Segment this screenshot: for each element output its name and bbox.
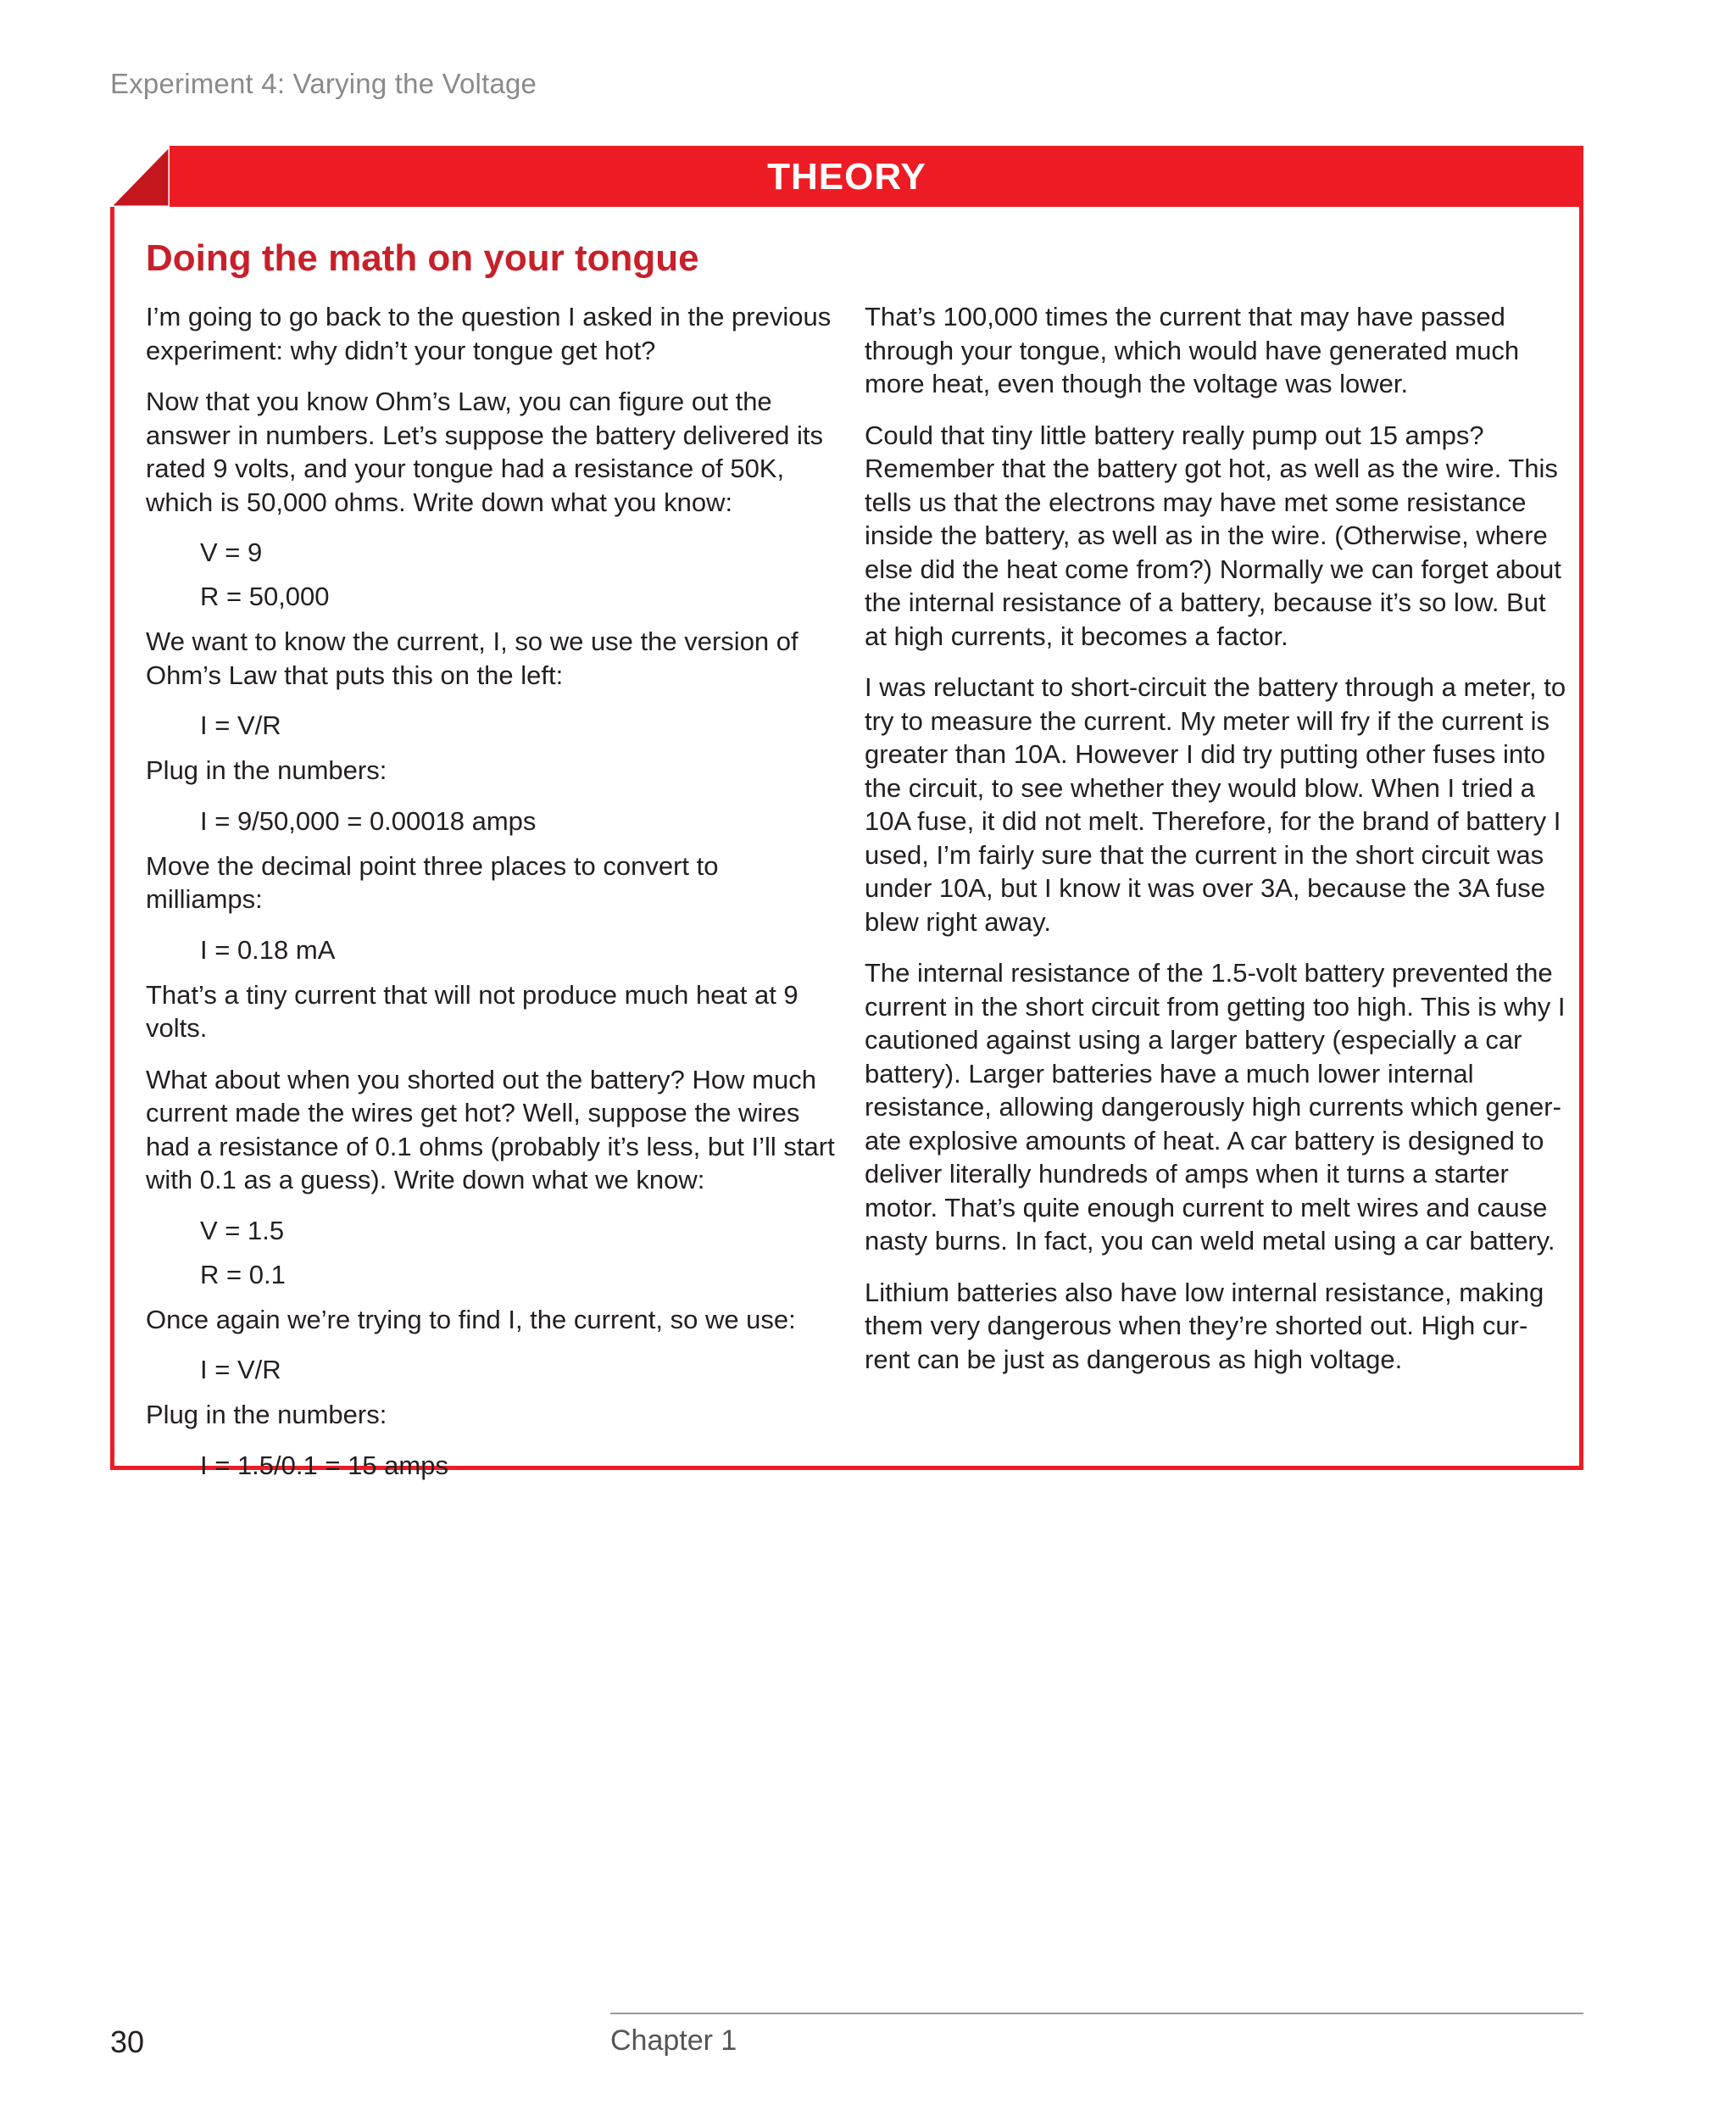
paragraph: What about when you shorted out the battery? How much current made the wires get hot? Well, suppose the wires had a resistance of 0.1 ohms (probably it’s less, but I’ll start with 0.1 as a guess). Write down what we know: [146, 1064, 835, 1194]
equation: V = 1.5 [200, 1215, 285, 1245]
equation: V = 9 [200, 537, 263, 567]
left-column [146, 300, 841, 1494]
right-column [865, 300, 1568, 1394]
equation: I = V/R [200, 1355, 281, 1384]
paragraph: Could that tiny little battery really pump out 15 amps? Remember that the battery got hot, as well as the wire. This tells us that the electrons may have met some resistance inside the battery, as well as in the wire. (Otherwise, where else did the heat come from?) Normally we can forget about the internal resistance of a battery, because it’s so low. But at high currents, it becomes a factor. [865, 420, 1561, 651]
equation: I = 0.18 mA [200, 934, 336, 965]
section-heading: Doing the math on your tongue [146, 237, 699, 279]
paragraph: Lithium batteries also have low internal resistance, making them very dangerous when they’re shorted out. High cur-rent can be just as dangerous as high voltage. [865, 1277, 1544, 1374]
paragraph: Plug in the numbers: [146, 755, 387, 785]
page-number: 30 [110, 2024, 145, 2059]
equation: I = 1.5/0.1 = 15 amps [200, 1450, 448, 1480]
paragraph: I was reluctant to short-circuit the battery through a meter, to try to measure the current. My meter will fry if the current is greater than 10A. However I did try putting other fuses into the circuit, to see whether they would blow. When I tried a 10A fuse, it did not melt. Therefore, for the brand of battery I used, I’m fairly sure that the current in the short circuit was under 10A, but I know it was over 3A, because the 3A fuse blew right away. [865, 672, 1566, 937]
banner-title: THEORY [767, 156, 926, 198]
paragraph: Once again we’re trying to find I, the current, so we use: [146, 1304, 796, 1334]
paragraph: That’s 100,000 times the current that may have passed through your tongue, which would have generated much more heat, even though the voltage was lower. [865, 302, 1520, 398]
paragraph: That’s a tiny current that will not produce much heat at 9 volts. [146, 979, 798, 1043]
theory-sidebar [110, 146, 1583, 1480]
equation: R = 0.1 [200, 1259, 286, 1289]
equation: I = 9/50,000 = 0.00018 amps [200, 805, 537, 836]
paragraph: Move the decimal point three places to convert to milliamps: [146, 850, 719, 914]
paragraph: I’m going to go back to the question I asked in the previous experiment: why didn’t your tongue get hot? [146, 302, 832, 365]
paragraph: We want to know the current, I, so we use the version of Ohm’s Law that puts this on the left: [146, 626, 798, 690]
equation: I = V/R [200, 710, 281, 740]
running-head: Experiment 4: Varying the Voltage [110, 68, 537, 99]
paragraph: Plug in the numbers: [146, 1400, 387, 1429]
equation: R = 50,000 [200, 582, 330, 611]
paragraph: The internal resistance of the 1.5-volt battery prevented the current in the short circuit from getting too high. This is why I cautioned against using a larger battery (especially a car battery). Larger batteries have a much lower internal resistance, allowing dangerously high currents which gener-ate explosive amounts of heat. A car battery is designed to deliver literally hundreds of amps when it turns a starter motor. That’s quite enough current to melt wires and cause nasty burns. In fact, you can weld metal using a car battery. [865, 958, 1566, 1256]
paragraph: Now that you know Ohm’s Law, you can figure out the answer in numbers. Let’s suppose the battery delivered its rated 9 volts, and your tongue had a resistance of 50K, which is 50,000 ohms. Write down what you know: [146, 387, 823, 517]
footer-rule [610, 2013, 1583, 2014]
theory-banner [110, 146, 1583, 207]
chapter-label: Chapter 1 [610, 2024, 737, 2057]
